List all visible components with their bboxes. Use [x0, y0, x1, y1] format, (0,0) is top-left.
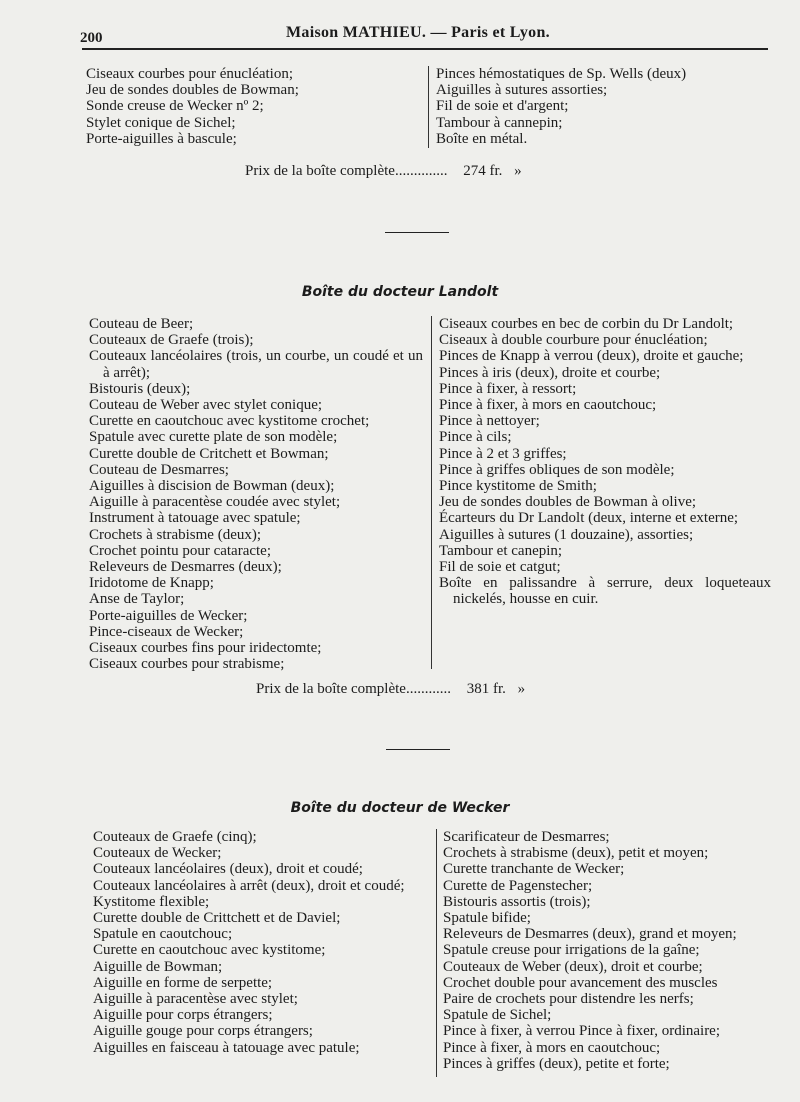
list-item: Couteaux lancéolaires à arrêt (deux), droit et coudé;: [93, 877, 405, 894]
list-item: Jeu de sondes doubles de Bowman à olive;: [439, 494, 697, 511]
list-item: Pince kystitome de Smith;: [439, 478, 597, 495]
list-item: Fil de soie et d'argent;: [436, 98, 569, 115]
list-item: Pinces de Knapp à verrou (deux), droite et gauche;: [439, 348, 744, 365]
section-separator: [386, 749, 450, 750]
list-item: Stylet conique de Sichel;: [86, 114, 236, 131]
running-title: Maison MATHIEU. — Paris et Lyon.: [286, 24, 550, 41]
list-item: Écarteurs du Dr Landolt (deux, interne et externe;: [439, 510, 739, 527]
list-item: Curette en caoutchouc avec kystitome;: [93, 942, 326, 959]
list-item: Sonde creuse de Wecker nº 2;: [86, 98, 264, 115]
list-item: Pinces hémostatiques de Sp. Wells (deux): [436, 66, 687, 82]
list-item: Crochet double pour avancement des muscles: [443, 974, 718, 991]
prev-right-column: [436, 66, 768, 147]
list-item: Crochets à strabisme (deux), petit et moyen;: [443, 845, 709, 862]
list-item: Crochet pointu pour cataracte;: [89, 542, 272, 559]
list-item: Aiguille à paracentèse avec stylet;: [93, 991, 298, 1008]
column-divider: [428, 66, 429, 148]
list-item: Boîte en métal.: [436, 130, 528, 147]
list-item: Couteau de Desmarres;: [89, 461, 229, 478]
list-item: Curette de Pagenstecher;: [443, 877, 593, 894]
list-item: Pince à 2 et 3 griffes;: [439, 445, 567, 462]
price-label: Prix de la boîte complète: [256, 681, 406, 697]
list-item: Paire de crochets pour distendre les nerfs;: [443, 991, 694, 1008]
list-item: Curette en caoutchouc avec kystitome crochet;: [89, 413, 370, 430]
list-item: Porte-aiguilles de Wecker;: [89, 607, 248, 624]
list-item: Spatule de Sichel;: [443, 1007, 552, 1024]
list-item: Aiguilles à discision de Bowman (deux);: [89, 478, 335, 495]
list-item: Bistouris assortis (trois);: [443, 893, 591, 910]
list-item: Couteau de Beer;: [89, 316, 194, 332]
list-item: Kystitome flexible;: [93, 893, 210, 910]
list-item: Curette tranchante de Wecker;: [443, 861, 625, 878]
section-title-wecker: Boîte du docteur de Wecker: [290, 800, 510, 816]
column-divider: [431, 316, 432, 669]
list-item: Aiguille de Bowman;: [93, 958, 223, 975]
price-value: 381 fr.: [466, 681, 506, 697]
prev-left-column: [86, 66, 414, 147]
landolt-left-column: [89, 316, 423, 672]
list-item: Pinces à griffes (deux), petite et forte;: [443, 1055, 670, 1072]
list-item: Tambour à cannepin;: [436, 114, 563, 131]
wecker-right-column: [443, 829, 775, 1072]
list-item: Aiguille à paracentèse coudée avec stylet;: [89, 494, 341, 511]
landolt-right-column: [439, 316, 771, 608]
prev-price-line: [245, 163, 522, 180]
column-divider: [436, 829, 437, 1077]
list-item: Couteaux de Wecker;: [93, 845, 222, 862]
list-item: Couteaux lancéolaires (deux), droit et coudé;: [93, 861, 363, 878]
list-item: Couteaux de Graefe (trois);: [89, 332, 254, 349]
landolt-price-line: [256, 681, 525, 698]
list-item: Pince à nettoyer;: [439, 413, 540, 430]
list-item: Pince-ciseaux de Wecker;: [89, 623, 244, 640]
list-item: Pince à fixer, à mors en caoutchouc;: [439, 397, 657, 414]
page-number: 200: [80, 30, 103, 46]
list-item: Couteau de Weber avec stylet conique;: [89, 397, 323, 414]
header-rule: [82, 48, 768, 50]
list-item: Pinces à iris (deux), droite et courbe;: [439, 364, 661, 381]
list-item: Spatule en caoutchouc;: [93, 926, 233, 943]
list-item: Ciseaux courbes pour strabisme;: [89, 656, 285, 673]
wecker-left-column: [93, 829, 429, 1056]
list-item: Crochets à strabisme (deux);: [89, 526, 262, 543]
price-dots: ..............: [394, 163, 448, 179]
list-item: Boîte en palissandre à serrure, deux loqueteaux nickelés, housse en cuir.: [439, 575, 771, 608]
list-item: Releveurs de Desmarres (deux), grand et moyen;: [443, 926, 737, 943]
list-item: Couteaux de Weber (deux), droit et courbe;: [443, 958, 703, 975]
list-item: Anse de Taylor;: [89, 591, 185, 608]
list-item: Pince à cils;: [439, 429, 512, 446]
list-item: Pince à fixer, à verrou Pince à fixer, ordinaire;: [443, 1023, 721, 1040]
list-item: Spatule avec curette plate de son modèle;: [89, 429, 338, 446]
list-item: Bistouris (deux);: [89, 380, 191, 397]
price-value: 274 fr.: [463, 163, 503, 179]
list-item: Aiguilles à sutures assorties;: [436, 82, 608, 99]
list-item: Scarificateur de Desmarres;: [443, 829, 610, 845]
list-item: Couteaux lancéolaires (trois, un courbe, un coudé et un à arrêt);: [89, 348, 423, 381]
list-item: Pince à fixer, à mors en caoutchouc;: [443, 1039, 661, 1056]
list-item: Curette double de Critchett et Bowman;: [89, 445, 329, 462]
list-item: Aiguille pour corps étrangers;: [93, 1007, 273, 1024]
list-item: Ciseaux courbes en bec de corbin du Dr Landolt;: [439, 316, 734, 332]
price-suffix: »: [514, 163, 522, 179]
list-item: Instrument à tatouage avec spatule;: [89, 510, 301, 527]
list-item: Aiguilles en faisceau à tatouage avec patule;: [93, 1039, 360, 1056]
list-item: Fil de soie et catgut;: [439, 559, 561, 576]
section-separator: [385, 232, 449, 233]
list-item: Releveurs de Desmarres (deux);: [89, 559, 282, 576]
price-suffix: »: [517, 681, 526, 697]
list-item: Pince à fixer, à ressort;: [439, 380, 577, 397]
list-item: Ciseaux courbes pour énucléation;: [86, 66, 294, 82]
list-item: Aiguilles à sutures (1 douzaine), assorties;: [439, 526, 694, 543]
list-item: Couteaux de Graefe (cinq);: [93, 829, 257, 845]
price-label: Prix de la boîte complète: [245, 163, 395, 179]
list-item: Iridotome de Knapp;: [89, 575, 214, 592]
list-item: Jeu de sondes doubles de Bowman;: [86, 82, 299, 99]
list-item: Ciseaux à double courbure pour énucléation;: [439, 332, 708, 349]
list-item: Pince à griffes obliques de son modèle;: [439, 461, 675, 478]
price-dots: ............: [405, 681, 451, 697]
list-item: Ciseaux courbes fins pour iridectomte;: [89, 640, 322, 657]
list-item: Spatule bifide;: [443, 910, 531, 927]
list-item: Aiguille en forme de serpette;: [93, 974, 273, 991]
list-item: Porte-aiguilles à bascule;: [86, 130, 237, 147]
page-header: [0, 22, 800, 50]
list-item: Curette double de Crittchett et de Daviel;: [93, 910, 341, 927]
list-item: Aiguille gouge pour corps étrangers;: [93, 1023, 313, 1040]
section-title-landolt: Boîte du docteur Landolt: [301, 284, 499, 300]
list-item: Spatule creuse pour irrigations de la gaîne;: [443, 942, 700, 959]
list-item: Tambour et canepin;: [439, 542, 563, 559]
